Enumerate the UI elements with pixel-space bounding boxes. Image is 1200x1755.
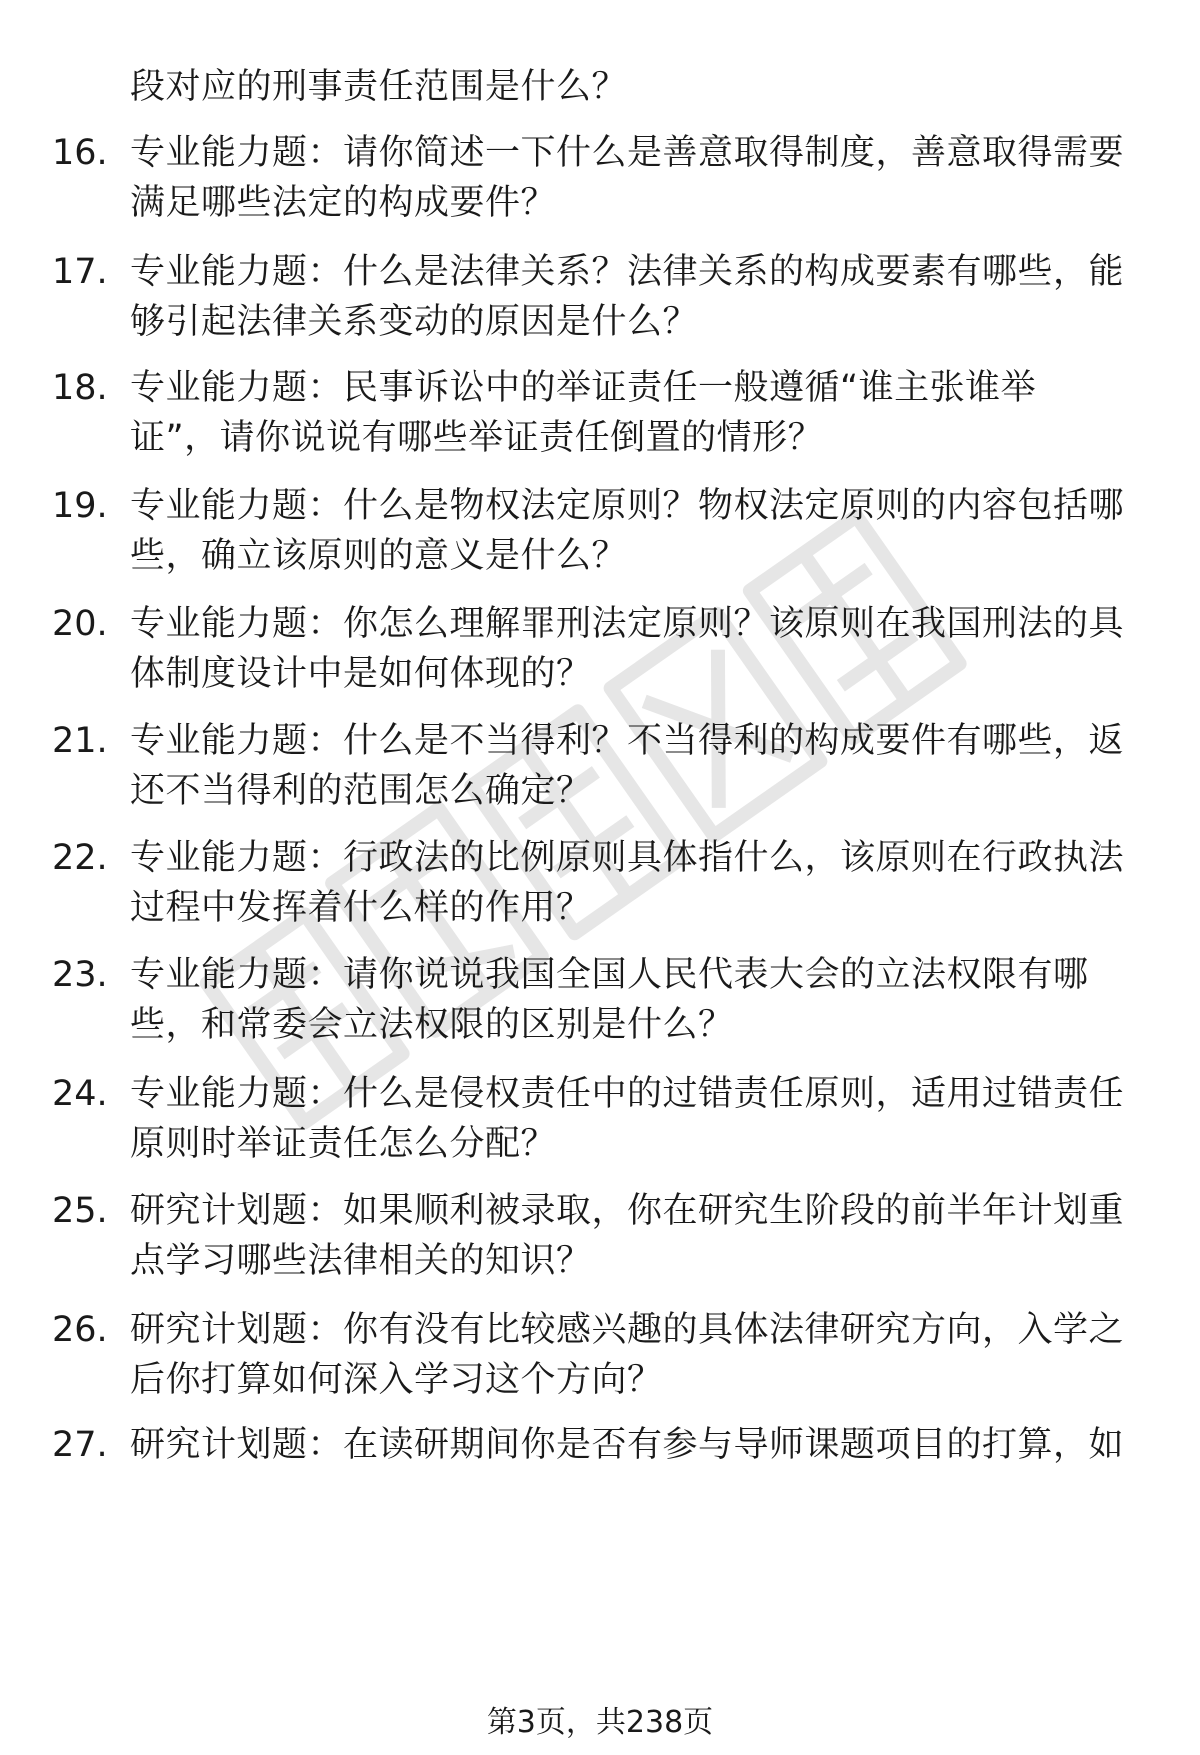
question-number: 20. (52, 604, 108, 644)
question-text-line: 专业能力题：什么是法律关系？法律关系的构成要素有哪些，能 (130, 252, 1125, 292)
question-text-line: 够引起法律关系变动的原因是什么？ (130, 302, 699, 342)
page-number-footer: 第3页，共238页 (486, 1705, 714, 1740)
question-text-line: 过程中发挥着什么样的作用？ (130, 888, 592, 928)
question-text-line: 研究计划题：你有没有比较感兴趣的具体法律研究方向，入学之 (130, 1310, 1125, 1350)
question-text-line: 专业能力题：请你简述一下什么是善意取得制度，善意取得需要 (130, 133, 1125, 173)
question-text-line: 点学习哪些法律相关的知识？ (130, 1241, 592, 1281)
question-text-line: 原则时举证责任怎么分配？ (130, 1124, 557, 1164)
question-text-line: 专业能力题：什么是不当得利？不当得利的构成要件有哪些，返 (130, 721, 1125, 761)
question-number: 19. (52, 486, 108, 526)
question-number: 17. (52, 252, 108, 292)
question-text-line: 专业能力题：请你说说我国全国人民代表大会的立法权限有哪 (130, 955, 1089, 995)
question-text-line: 后你打算如何深入学习这个方向？ (130, 1360, 663, 1400)
question-number: 21. (52, 721, 108, 761)
question-text-line: 研究计划题：在读研期间你是否有参与导师课题项目的打算，如 (130, 1425, 1125, 1465)
question-number: 27. (52, 1425, 108, 1465)
question-text-line: 专业能力题：行政法的比例原则具体指什么，该原则在行政执法 (130, 838, 1125, 878)
question-number: 22. (52, 838, 108, 878)
question-text-line: 些，和常委会立法权限的区别是什么？ (130, 1005, 734, 1045)
question-text-line: 满足哪些法定的构成要件？ (130, 183, 557, 223)
continued-line: 段对应的刑事责任范围是什么？ (130, 67, 628, 107)
question-text-line: 证”，请你说说有哪些举证责任倒置的情形？ (130, 418, 824, 458)
question-number: 25. (52, 1191, 108, 1231)
question-text-line: 专业能力题：你怎么理解罪刑法定原则？该原则在我国刑法的具 (130, 604, 1125, 644)
question-text-line: 还不当得利的范围怎么确定？ (130, 771, 592, 811)
question-text-line: 专业能力题：什么是侵权责任中的过错责任原则，适用过错责任 (130, 1074, 1125, 1114)
question-text-line: 研究计划题：如果顺利被录取，你在研究生阶段的前半年计划重 (130, 1191, 1125, 1231)
question-number: 24. (52, 1074, 108, 1114)
question-number: 23. (52, 955, 108, 995)
question-text-line: 专业能力题：什么是物权法定原则？物权法定原则的内容包括哪 (130, 486, 1125, 526)
question-number: 26. (52, 1310, 108, 1350)
question-number: 16. (52, 133, 108, 173)
question-number: 18. (52, 368, 108, 408)
question-text-line: 些，确立该原则的意义是什么？ (130, 536, 628, 576)
question-text-line: 体制度设计中是如何体现的？ (130, 654, 592, 694)
question-text-line: 专业能力题：民事诉讼中的举证责任一般遵循“谁主张谁举 (130, 368, 1037, 408)
